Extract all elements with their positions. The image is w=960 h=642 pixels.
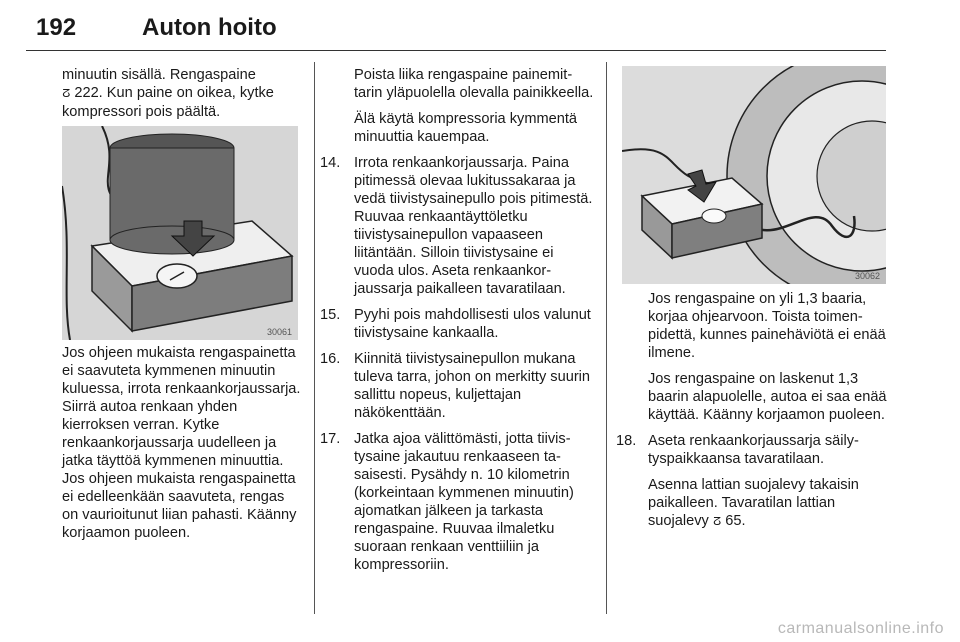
header-rule xyxy=(26,50,886,51)
watermark: carmanualsonline.info xyxy=(777,620,944,637)
column-divider-2 xyxy=(606,62,607,614)
steps-list xyxy=(320,154,595,574)
figure-code: 30062 xyxy=(854,271,880,281)
list-item: 17. Jatka ajoa välittömästi, jotta tiivistysaine jakautuu renkaaseen tasaisesti. Pysähdy n. 10 kilometrin (korkeintaan kymmenen minuutin) ajomatkan jälkeen ja tarkasta rengaspaine. Ruuvaa ilmaletku suoraan renkaan venttiiliin ja kompressoriin. xyxy=(320,431,574,573)
paragraph: Jos ohjeen mukaista rengaspainetta ei saavuteta kymmenen minuutin kuluessa, irrota renkaankorjaussarja. Siirrä autoa renkaan yhden kierroksen verran. Kytke renkaankorjaussarja uudelleen ja jatka täyttöä kymmenen minuuttia. Jos ohjeen mukaista rengaspainetta ei edelleenkään saavuteta, rengas on vaurioitunut liian pahasti. Käänny korjaamon puoleen. xyxy=(62,345,301,541)
column-3 xyxy=(616,290,890,539)
steps-list xyxy=(616,432,890,468)
page-reference-icon: ⵒ xyxy=(62,88,71,100)
paragraph: Jos rengaspaine on laskenut 1,3 baarin alapuolelle, autoa ei saa enää käyttää. Käänny korjaamon puoleen. xyxy=(648,371,887,423)
paragraph: Asenna lattian suojalevy takaisin paikalleen. Tavaratilan lattian suojalevy ⵒ 65. xyxy=(648,477,859,529)
list-item: 15. Pyyhi pois mahdollisesti ulos valunut tiivistysaine kankaalla. xyxy=(320,307,591,341)
figure-code: 30061 xyxy=(266,327,292,337)
compressor-illustration xyxy=(62,126,298,340)
column-2 xyxy=(320,66,595,582)
column-1-lower xyxy=(62,344,302,550)
tyre-compressor-drawing-icon xyxy=(622,66,886,284)
list-item: 18. Aseta renkaankorjaussarja säilytyspaikkaansa tavaratilaan. xyxy=(616,433,859,467)
list-item: 16. Kiinnitä tiivistysainepullon mukana tuleva tarra, johon on merkitty suurin sallittu nopeus, kuljettajan näkökenttään. xyxy=(320,351,591,421)
paragraph: Jos rengaspaine on yli 1,3 baaria, korjaa ohjearvoon. Toista toimenpidettä, kunnes painehäviötä ei enää ilmene. xyxy=(648,291,886,361)
tyre-inflation-illustration xyxy=(622,66,886,284)
column-divider-1 xyxy=(314,62,315,614)
column-1 xyxy=(62,66,302,129)
page-header xyxy=(26,8,886,48)
list-item: 14. Irrota renkaankorjaussarja. Paina pitimessä olevaa lukitussakaraa ja vedä tiivistysainepullo pois pitimestä. Ruuvaa renkaantäyttöletku tiivistysainepullon vapaaseen liitäntään. Silloin tiivistysaine ei vuoda ulos. Aseta renkaankorjaussarja paikalleen tavaratilaan. xyxy=(320,155,593,297)
section-title: Auton hoito xyxy=(142,14,277,41)
paragraph: Poista liika rengaspaine painemittarin yläpuolella olevalla painikkeella. xyxy=(354,67,594,101)
page-number: 192 xyxy=(36,14,77,41)
compressor-drawing-icon xyxy=(62,126,298,340)
paragraph: Älä käytä kompressoria kymmentä minuuttia kauempaa. xyxy=(354,111,578,145)
page-reference-icon: ⵒ xyxy=(712,516,722,528)
paragraph: minuutin sisällä. Rengaspaine ⵒ 222. Kun paine on oikea, kytke kompressori pois päältä. xyxy=(62,67,274,120)
